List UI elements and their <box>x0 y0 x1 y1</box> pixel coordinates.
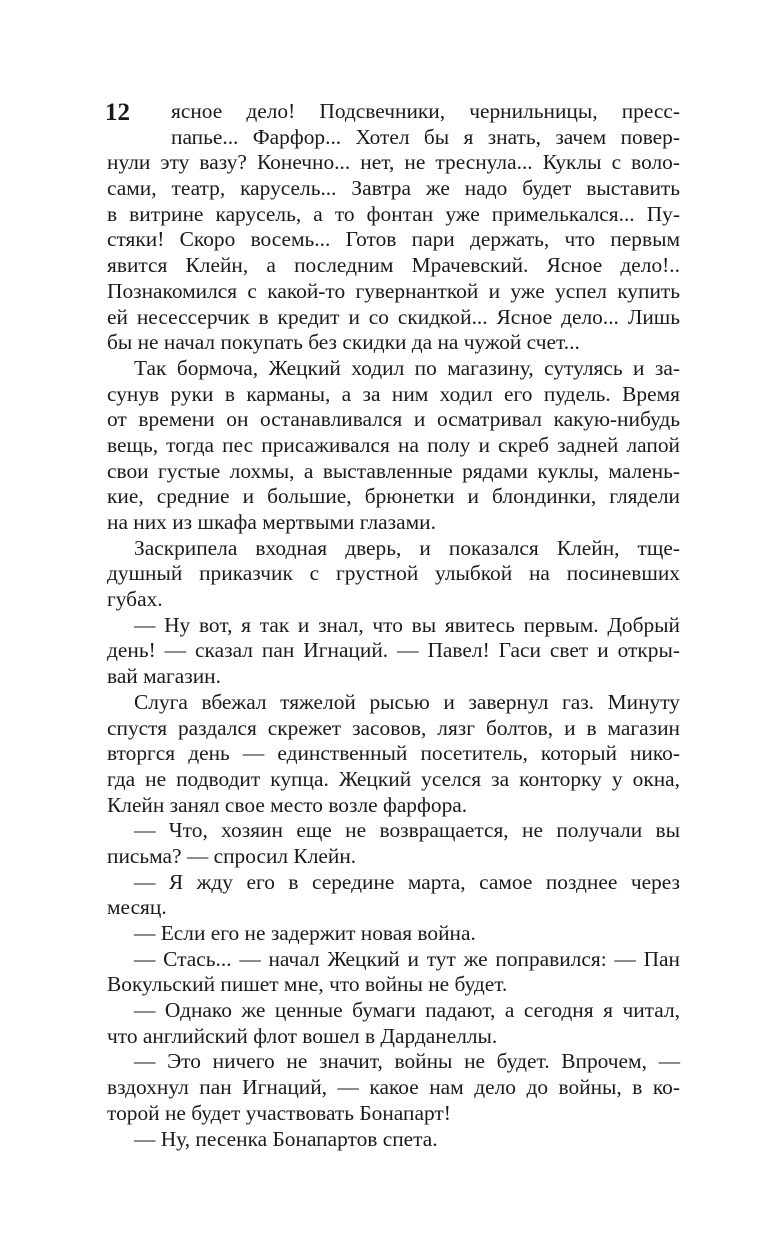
text-line: губах. <box>107 587 163 612</box>
text-line: кие, средние и большие, брюнетки и блондинки, глядели <box>107 484 680 509</box>
text-line: нули эту вазу? Конечно... нет, не треснула... Куклы с воло- <box>107 150 680 175</box>
page-number: 12 <box>105 99 130 126</box>
text-line: в витрине карусель, а то фонтан уже примелькался... Пу- <box>107 201 680 226</box>
text-line: — Что, хозяин еще не возвращается, не получали вы <box>134 818 680 843</box>
text-line: свои густые лохмы, а выставленные рядами куклы, малень- <box>107 458 680 483</box>
text-line: что английский флот вошел в Дарданеллы. <box>107 1023 498 1048</box>
text-line: вторгся день — единственный посетитель, который нико- <box>107 741 680 766</box>
text-line: месяц. <box>107 895 167 920</box>
text-line: торой не будет участвовать Бонапарт! <box>107 1100 451 1125</box>
text-line: — Ну, песенка Бонапартов спета. <box>134 1126 438 1151</box>
body-text <box>107 99 680 1152</box>
text-line: — Я жду его в середине марта, самое позднее через <box>134 869 680 894</box>
text-line: — Если его не задержит новая война. <box>134 921 476 945</box>
text-line: письма? — спросил Клейн. <box>107 843 357 868</box>
text-line: вай магазин. <box>107 664 221 689</box>
text-line: стяки! Скоро восемь... Готов пари держать, что первым <box>107 227 680 252</box>
text-line: — Ну вот, я так и знал, что вы явитесь первым. Добрый <box>134 612 680 637</box>
text-line: — Однако же ценные бумаги падают, а сегодня я читал, <box>134 998 680 1023</box>
text-line: сунув руки в карманы, а за ним ходил его пудель. Время <box>107 381 680 406</box>
text-line: Клейн занял свое место возле фарфора. <box>107 792 468 817</box>
text-line: вздохнул пан Игнаций, — какое нам дело до войны, в ко- <box>107 1075 680 1100</box>
text-line: папье... Фарфор... Хотел бы я знать, зачем повер- <box>171 124 680 149</box>
text-line: Заскрипела входная дверь, и показался Клейн, тще- <box>134 535 680 560</box>
text-line: Вокульский пишет мне, что войны не будет. <box>107 972 508 997</box>
text-line: от времени он останавливался и осматривал какую-нибудь <box>107 407 680 432</box>
text-line: сами, театр, карусель... Завтра же надо будет выставить <box>107 176 680 201</box>
text-line: спустя раздался скрежет засовов, лязг болтов, и в магазин <box>107 715 680 740</box>
text-line: явится Клейн, а последним Мрачевский. Ясное дело!.. <box>107 253 680 278</box>
text-line: гда не подводит купца. Жецкий уселся за конторку у окна, <box>107 766 680 791</box>
text-line: на них из шкафа мертвыми глазами. <box>107 510 436 534</box>
text-line: ей несессерчик в кредит и со скидкой... Ясное дело... Лишь <box>107 304 680 329</box>
text-line: Познакомился с какой-то гувернанткой и уже успел купить <box>107 278 680 303</box>
text-line: душный приказчик с грустной улыбкой на посиневших <box>107 561 680 586</box>
text-line: — Это ничего не значит, войны не будет. Впрочем, — <box>134 1049 680 1074</box>
text-line: Так бормоча, Жецкий ходил по магазину, сутулясь и за- <box>134 355 680 380</box>
text-line: день! — сказал пан Игнаций. — Павел! Гаси свет и откры- <box>107 638 680 663</box>
text-line: вещь, тогда пес присаживался на полу и скреб задней лапой <box>107 432 680 457</box>
text-line: Слуга вбежал тяжелой рысью и завернул газ. Минуту <box>134 689 680 714</box>
text-line: — Стась... — начал Жецкий и тут же поправился: — Пан <box>134 946 680 971</box>
text-line: ясное дело! Подсвечники, чернильницы, пресс- <box>171 99 680 123</box>
text-line: бы не начал покупать без скидки да на чужой счет... <box>107 330 580 355</box>
